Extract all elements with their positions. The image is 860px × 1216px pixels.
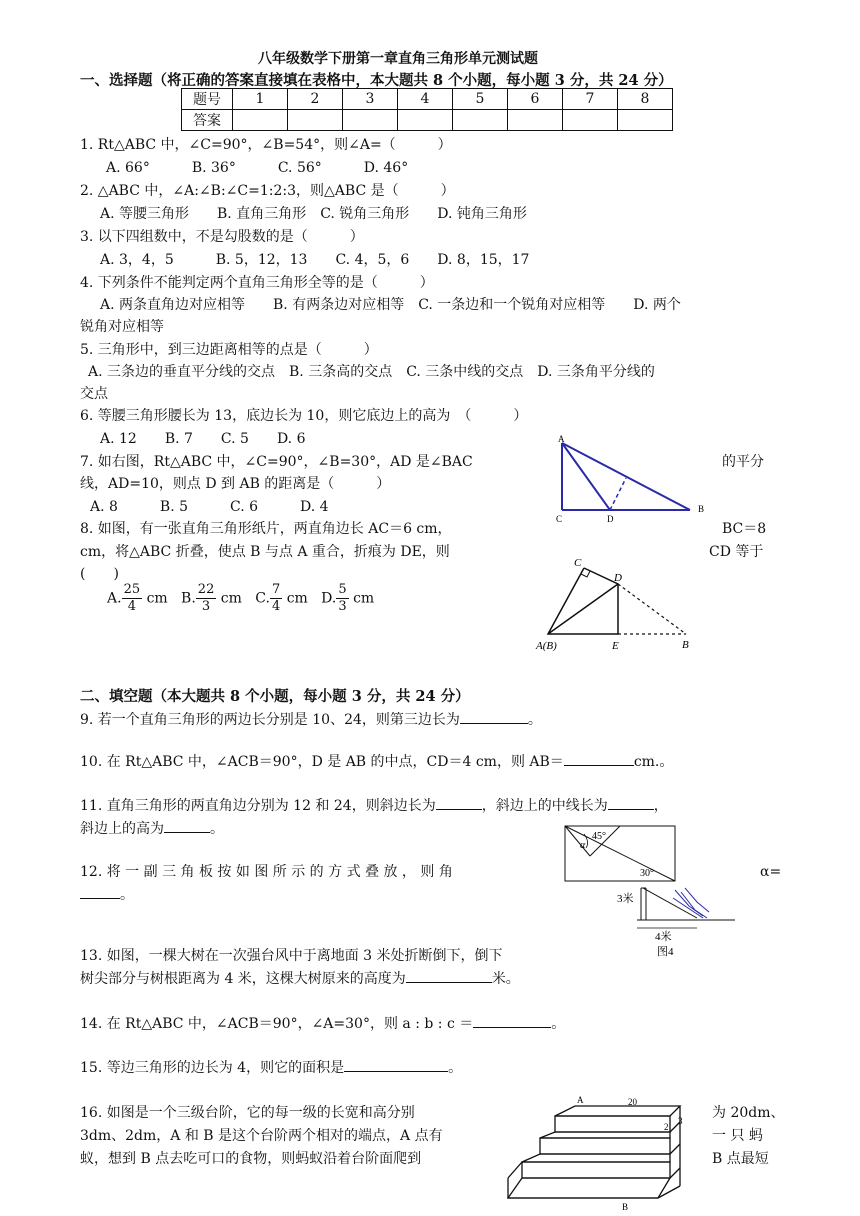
answer-cell-5[interactable] (453, 110, 508, 131)
page-title: 八年级数学下册第一章直角三角形单元测试题 (258, 51, 538, 67)
question-5-stem: 5. 三角形中，到三边距离相等的点是（ ） (80, 342, 378, 358)
tree-crown-icon (673, 888, 709, 918)
answer-blank-q13[interactable] (406, 968, 492, 983)
question-5-options: A. 三条边的垂直平分线的交点 B. 三条高的交点 C. 三条中线的交点 D. 三条角平分线的 (88, 364, 655, 380)
question-12-alpha: α= (760, 864, 782, 880)
question-7-stem: 7. 如右图，Rt△ABC 中，∠C=90°，∠B=30°，AD 是∠BAC (80, 454, 473, 470)
vertex-label-c: C (574, 557, 582, 569)
question-11: 11. 直角三角形的两直角边分别为 12 和 24，则斜边长为 ，斜边上的中线长为 ， (80, 795, 668, 816)
table-row (182, 110, 673, 131)
question-16-cont1: 3dm、2dm，A 和 B 是这个台阶两个相对的端点，A 点有 (80, 1128, 443, 1144)
figure-q8-fold (530, 552, 705, 657)
riser-label-2: 2 (664, 1122, 669, 1132)
fraction-7-4: $\frac{7}{4}$ (271, 582, 281, 614)
answer-cell-4[interactable] (398, 110, 453, 131)
answer-cell-8[interactable] (618, 110, 673, 131)
question-8-stem-cont: cm，将△ABC 折叠，使点 B 与点 A 重合，折痕为 DE，则 (80, 544, 450, 560)
question-13: 13. 如图，一棵大树在一次强台风中于离地面 3 米处折断倒下，倒下 (80, 948, 503, 964)
answer-blank-q9[interactable] (460, 709, 528, 724)
question-16-right: 为 20dm、 (712, 1105, 785, 1121)
question-8-stem-right: BC＝8 (722, 521, 767, 537)
answer-blank-q11-median[interactable] (608, 795, 654, 810)
question-7-stem-cont: 线，AD=10，则点 D 到 AB 的距离是（ ） (80, 476, 391, 492)
table-cell: 8 (618, 89, 673, 110)
question-16: 16. 如图是一个三级台阶，它的每一级的长宽和高分别 (80, 1105, 415, 1121)
vertex-label-b: B (682, 639, 689, 651)
endpoint-label-b: B (622, 1202, 629, 1212)
vertex-label-ab: A(B) (536, 640, 557, 652)
section2-heading: 二、填空题（本大题共 8 个小题，每小题 3 分，共 24 分） (80, 688, 470, 705)
question-2-stem: 2. △ABC 中，∠A:∠B:∠C=1:2:3，则△ABC 是（ ） (80, 183, 455, 199)
angle-45-label: 45° (592, 831, 606, 842)
question-5-options-cont: 交点 (80, 386, 108, 402)
answer-blank-q12[interactable] (80, 884, 120, 899)
angle-30-label: 30° (640, 868, 654, 879)
triangle-abc (562, 443, 690, 510)
answer-cell-7[interactable] (563, 110, 618, 131)
question-4-stem: 4. 下列条件不能判定两个直角三角形全等的是（ ） (80, 275, 434, 291)
vertex-label-d: D (607, 514, 614, 524)
answer-blank-q15[interactable] (344, 1057, 448, 1072)
question-9: 9. 若一个直角三角形的两边长分别是 10、24，则第三边长为 。 (80, 709, 542, 730)
figure-q12-set-squares (560, 822, 685, 887)
table-row-label: 答案 (182, 110, 233, 131)
length-label: 20 (628, 1097, 637, 1107)
table-cell: 2 (288, 89, 343, 110)
fraction-5-3: $\frac{5}{3}$ (338, 582, 347, 614)
question-1-options: A. 66° B. 36° C. 56° D. 46° (106, 160, 409, 176)
width-label: 4米 (655, 931, 672, 943)
answer-cell-1[interactable] (233, 110, 288, 131)
answer-blank-q11-height[interactable] (164, 818, 210, 833)
vertex-label-b: B (698, 504, 705, 514)
table-cell: 1 (233, 89, 288, 110)
table-cell: 3 (343, 89, 398, 110)
answer-table (181, 88, 673, 131)
question-6-options: A. 12 B. 7 C. 5 D. 6 (100, 431, 306, 447)
table-cell: 4 (398, 89, 453, 110)
answer-cell-2[interactable] (288, 110, 343, 131)
option-b-label: B. (181, 590, 196, 607)
question-11-cont: 斜边上的高为 。 (80, 818, 224, 839)
answer-blank-q11-hyp[interactable] (436, 795, 482, 810)
answer-cell-3[interactable] (343, 110, 398, 131)
table-row (182, 89, 673, 110)
endpoint-label-a: A (577, 1095, 584, 1105)
question-12: 12. 将 一 副 三 角 板 按 如 图 所 示 的 方 式 叠 放 ， 则 角 (80, 864, 453, 880)
question-13-cont: 树尖部分与树根距离为 4 米，这棵大树原来的高度为 米。 (80, 968, 520, 989)
vertex-label-e: E (612, 640, 619, 652)
question-16-right2: 一 只 蚂 (712, 1128, 763, 1144)
section1-heading: 一、选择题（将正确的答案直接填在表格中，本大题共 8 个小题，每小题 3 分，共 24 分） (80, 72, 673, 89)
question-7-stem-right: 的平分 (722, 454, 764, 470)
question-15: 15. 等边三角形的边长为 4，则它的面积是 。 (80, 1057, 462, 1078)
question-8-options: A. $\frac{25}{4}$ cm B. $\frac{22}{3}$ cm C. $\frac{7}{4}$ cm D. $\frac{5}{3}$ cm (107, 582, 375, 614)
question-14: 14. 在 Rt△ABC 中，∠ACB＝90°，∠A=30°，则 a : b : c ＝ 。 (80, 1013, 565, 1034)
table-cell: 7 (563, 89, 618, 110)
figure-q7-triangle (550, 435, 720, 525)
riser-label-3: 3 (678, 1116, 683, 1126)
figure-caption: 图4 (657, 946, 674, 958)
question-12-cont: 。 (80, 884, 134, 905)
vertex-label-d: D (614, 572, 622, 584)
question-16-right3: B 点最短 (712, 1151, 769, 1167)
question-16-cont2: 蚁，想到 B 点去吃可口的食物，则蚂蚁沿着台阶面爬到 (80, 1151, 422, 1167)
question-7-options: A. 8 B. 5 C. 6 D. 4 (90, 499, 329, 515)
table-cell: 6 (508, 89, 563, 110)
question-4-options-cont: 锐角对应相等 (80, 319, 164, 335)
height-label: 3米 (617, 893, 634, 905)
vertex-label-a: A (558, 434, 565, 444)
fraction-22-3: $\frac{22}{3}$ (197, 582, 215, 614)
question-10: 10. 在 Rt△ABC 中，∠ACB＝90°，D 是 AB 的中点，CD＝4 cm，则 AB＝ cm.。 (80, 751, 673, 772)
table-row-label: 题号 (182, 89, 233, 110)
fraction-25-4: $\frac{25}{4}$ (123, 582, 141, 614)
figure-4-broken-tree (615, 880, 740, 960)
fold-shape (548, 568, 618, 634)
figure-q16-stairs (500, 1094, 710, 1214)
question-2-options: A. 等腰三角形 B. 直角三角形 C. 锐角三角形 D. 钝角三角形 (100, 206, 527, 222)
question-8-stem-right2: CD 等于 (709, 544, 764, 560)
question-8-blank: ( ) (80, 566, 119, 582)
question-3-options: A. 3，4，5 B. 5，12，13 C. 4，5，6 D. 8，15，17 (100, 252, 530, 268)
question-1-stem: 1. Rt△ABC 中，∠C=90°，∠B=54°，则∠A=（ ） (80, 137, 452, 153)
question-4-options: A. 两条直角边对应相等 B. 有两条边对应相等 C. 一条边和一个锐角对应相等 D. 两个 (100, 297, 681, 313)
vertex-label-c: C (556, 514, 563, 524)
option-a-label: A. (107, 590, 122, 607)
answer-cell-6[interactable] (508, 110, 563, 131)
option-c-label: C. (255, 590, 270, 607)
angle-alpha-label: α (580, 840, 586, 851)
question-8-stem: 8. 如图，有一张直角三角形纸片，两直角边长 AC＝6 cm， (80, 521, 452, 537)
staircase (508, 1106, 680, 1198)
answer-blank-q14[interactable] (473, 1013, 551, 1028)
table-cell: 5 (453, 89, 508, 110)
question-3-stem: 3. 以下四组数中，不是勾股数的是（ ） (80, 229, 364, 245)
option-d-label: D. (321, 590, 337, 607)
answer-blank-q10[interactable] (564, 751, 634, 766)
question-6-stem: 6. 等腰三角形腰长为 13，底边长为 10，则它底边上的高为 （ ） (80, 408, 528, 424)
